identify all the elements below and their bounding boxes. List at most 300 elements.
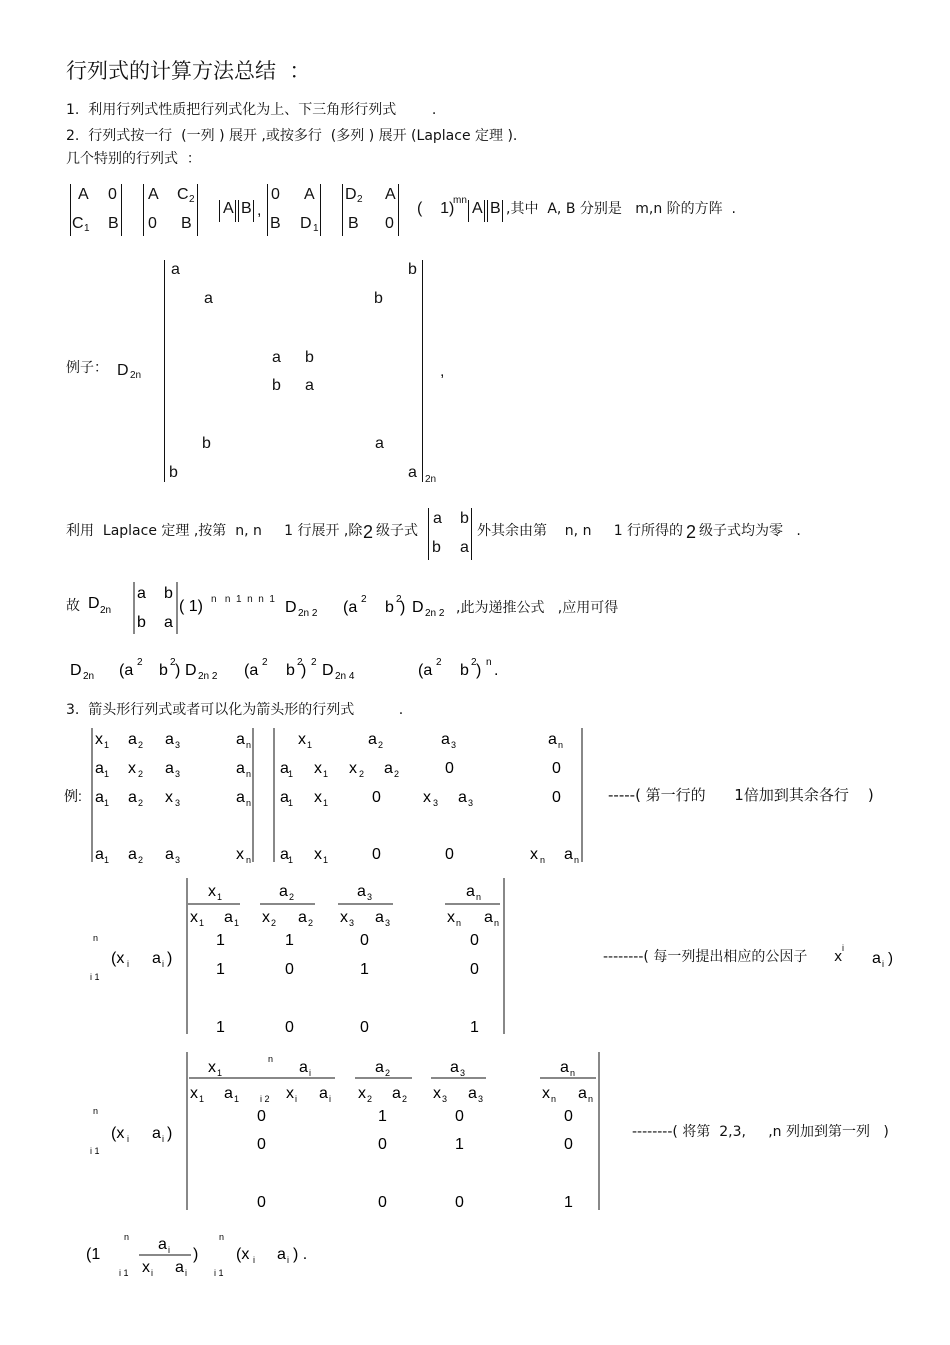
svg-text:n: n [456, 918, 462, 928]
svg-text:a: a [164, 614, 173, 631]
svg-text:0: 0 [257, 1194, 266, 1211]
svg-text:x: x [165, 789, 173, 806]
size-subscript: 2n [425, 474, 437, 485]
formula-lhs [84, 580, 284, 640]
svg-text:b: b [137, 614, 146, 631]
matrix-entry: 0 [271, 186, 280, 203]
order-two: 2 [686, 522, 697, 542]
svg-text:n: n [486, 657, 492, 668]
svg-text:): ) [888, 950, 893, 967]
matrix-entry: A [148, 186, 159, 203]
svg-text:a: a [158, 1236, 167, 1253]
matrix-entry: 0 [108, 186, 117, 203]
svg-text:2: 2 [297, 657, 303, 668]
svg-text:2: 2 [262, 657, 268, 668]
svg-text:n: n [268, 1054, 274, 1064]
svg-text:1: 1 [217, 892, 223, 902]
svg-text:a: a [560, 1059, 569, 1076]
svg-text:a: a [95, 760, 104, 777]
arrow-example-3 [88, 1050, 608, 1220]
svg-text:2: 2 [271, 918, 277, 928]
svg-text:0: 0 [445, 846, 454, 863]
svg-text:i 2: i 2 [260, 1094, 270, 1104]
svg-text:2n: 2n [100, 605, 112, 616]
svg-text:x: x [542, 1085, 550, 1102]
svg-text:a: a [236, 789, 245, 806]
svg-text:n: n [246, 740, 252, 750]
svg-text:n: n [540, 855, 546, 865]
svg-text:2: 2 [396, 594, 402, 605]
entry-a: a [272, 349, 281, 366]
formula-rhs [285, 590, 465, 630]
svg-text:x: x [447, 909, 455, 926]
laplace-text-2: 级子式 [376, 523, 418, 539]
svg-text:1: 1 [104, 798, 110, 808]
svg-text:1: 1 [323, 798, 329, 808]
step-note-2: --------( 每一列提出相应的公因子 x [603, 949, 843, 965]
svg-text:x: x [314, 846, 322, 863]
svg-text:a: a [450, 1059, 459, 1076]
entry-a: a [375, 435, 384, 452]
svg-text:D: D [185, 662, 197, 679]
svg-text:a: a [128, 731, 137, 748]
svg-text:a: a [279, 883, 288, 900]
entry-b: b [374, 290, 383, 307]
svg-text:x: x [128, 760, 136, 777]
svg-text:D: D [285, 599, 297, 616]
svg-text:b: b [164, 585, 173, 602]
svg-text:3: 3 [175, 855, 181, 865]
svg-text:0: 0 [378, 1136, 387, 1153]
svg-text:i: i [162, 1134, 164, 1144]
svg-text:1: 1 [234, 1094, 240, 1104]
svg-text:0: 0 [360, 932, 369, 949]
svg-text:a: a [357, 883, 366, 900]
svg-text:2: 2 [367, 1094, 373, 1104]
svg-text:a: a [468, 1085, 477, 1102]
svg-text:n: n [588, 1094, 594, 1104]
svg-text:2n 2: 2n 2 [425, 608, 445, 619]
step-note-2-tail [842, 943, 902, 970]
matrix-entry: A [385, 186, 396, 203]
svg-text:i: i [882, 959, 884, 969]
svg-text:例:: 例: [64, 788, 82, 804]
svg-text:): ) [476, 662, 482, 679]
entry-a: a [305, 377, 314, 394]
entry-b: b [305, 349, 314, 366]
matrix-entry: B [108, 215, 119, 232]
svg-text:(a: (a [343, 599, 358, 616]
matrix-entry: D [300, 215, 312, 232]
svg-text:(x: (x [236, 1246, 250, 1263]
svg-text:1: 1 [288, 769, 294, 779]
svg-text:0: 0 [372, 846, 381, 863]
svg-text:): ) [301, 662, 307, 679]
svg-text:1: 1 [216, 961, 225, 978]
svg-text:x: x [349, 760, 357, 777]
svg-text:1: 1 [564, 1194, 573, 1211]
svg-text:a: a [152, 950, 161, 967]
svg-text:x: x [298, 731, 306, 748]
svg-text:a: a [392, 1085, 401, 1102]
svg-text:x: x [262, 909, 270, 926]
svg-text:x: x [208, 883, 216, 900]
svg-text:0: 0 [378, 1194, 387, 1211]
matrix-subscript: 2 [189, 194, 195, 205]
det-b: B [490, 200, 501, 217]
svg-text:3: 3 [367, 892, 373, 902]
svg-text:x: x [314, 760, 322, 777]
matrix-entry: 0 [148, 215, 157, 232]
special-tail: ,其中 A, B 分别是 m,n 阶的方阵 . [506, 201, 736, 217]
svg-text:a: a [137, 585, 146, 602]
svg-text:0: 0 [455, 1108, 464, 1125]
svg-text:n: n [551, 1094, 557, 1104]
svg-text:i: i [127, 1134, 129, 1144]
svg-text:3: 3 [175, 798, 181, 808]
svg-text:n: n [476, 892, 482, 902]
svg-text:) .: ) . [293, 1246, 308, 1263]
exponent: mn [453, 195, 467, 206]
svg-text:a: a [152, 1125, 161, 1142]
entry-b: b [460, 510, 469, 527]
therefore-label: 故 [66, 598, 80, 614]
svg-text:i: i [151, 1268, 153, 1278]
svg-text:3: 3 [478, 1094, 484, 1104]
svg-text:i 1: i 1 [214, 1268, 224, 1278]
svg-text:a: a [375, 909, 384, 926]
svg-text:a: a [224, 909, 233, 926]
svg-text:i: i [295, 1094, 297, 1104]
svg-text:n: n [246, 855, 252, 865]
svg-text:0: 0 [285, 1019, 294, 1036]
svg-text:0: 0 [372, 789, 381, 806]
svg-text:i: i [309, 1068, 311, 1078]
matrix-entry: A [78, 186, 89, 203]
svg-text:1: 1 [323, 855, 329, 865]
svg-text:a: a [165, 846, 174, 863]
d-subscript: 2n [130, 370, 142, 381]
svg-text:2: 2 [436, 657, 442, 668]
matrix-subscript: 2 [357, 194, 363, 205]
svg-text:0: 0 [360, 1019, 369, 1036]
svg-text:(a: (a [418, 662, 433, 679]
matrix-entry: D [345, 186, 357, 203]
svg-text:(a: (a [244, 662, 259, 679]
svg-text:n: n [219, 1232, 225, 1242]
svg-text:0: 0 [257, 1108, 266, 1125]
svg-text:0: 0 [285, 961, 294, 978]
svg-text:2: 2 [311, 657, 317, 668]
svg-text:a: a [466, 883, 475, 900]
svg-text:x: x [208, 1059, 216, 1076]
svg-text:0: 0 [470, 932, 479, 949]
svg-text:3: 3 [468, 798, 474, 808]
laplace-text-4: 级子式均为零 . [699, 523, 801, 539]
svg-text:i 1: i 1 [90, 1146, 100, 1156]
final-result [86, 1232, 346, 1282]
svg-text:1: 1 [104, 769, 110, 779]
svg-text:i 1: i 1 [119, 1268, 129, 1278]
svg-text:(x: (x [111, 1125, 125, 1142]
arrow-example-1 [62, 726, 662, 866]
svg-text:a: a [375, 1059, 384, 1076]
svg-text:a: a [280, 846, 289, 863]
svg-text:1: 1 [104, 740, 110, 750]
svg-text:1: 1 [104, 855, 110, 865]
svg-text:x: x [190, 1085, 198, 1102]
laplace-text-3: 外其余由第 n, n 1 行所得的 [477, 523, 684, 539]
entry-b: b [169, 464, 178, 481]
svg-text:n: n [93, 933, 99, 943]
svg-text:0: 0 [564, 1136, 573, 1153]
page-title: 行列式的计算方法总结 ： [66, 59, 311, 83]
step-note-3: --------( 将第 2,3, ,n 列加到第一列 ) [632, 1124, 889, 1140]
svg-text:0: 0 [552, 760, 561, 777]
item-3: 3. 箭头形行列式或者可以化为箭头形的行列式 . [66, 702, 404, 718]
svg-text:i: i [162, 959, 164, 969]
svg-text:1: 1 [199, 918, 205, 928]
svg-text:( 1): ( 1) [179, 598, 203, 615]
matrix-entry: 0 [385, 215, 394, 232]
svg-text:x: x [423, 789, 431, 806]
matrix-subscript: 1 [84, 223, 90, 234]
svg-text:i: i [127, 959, 129, 969]
svg-text:2: 2 [138, 740, 144, 750]
svg-text:): ) [193, 1246, 199, 1263]
svg-text:0: 0 [552, 789, 561, 806]
svg-text:n: n [246, 798, 252, 808]
svg-text:2: 2 [361, 594, 367, 605]
svg-text:2: 2 [359, 769, 365, 779]
svg-text:(x: (x [111, 950, 125, 967]
svg-text:2: 2 [378, 740, 384, 750]
svg-text:2: 2 [385, 1068, 391, 1078]
svg-text:3: 3 [433, 798, 439, 808]
svg-text:x: x [142, 1259, 150, 1276]
svg-text:3: 3 [349, 918, 355, 928]
svg-text:i: i [842, 943, 844, 953]
svg-text:1: 1 [285, 932, 294, 949]
svg-text:i: i [287, 1255, 289, 1265]
svg-text:2: 2 [138, 798, 144, 808]
svg-text:i: i [185, 1268, 187, 1278]
svg-text:1: 1 [234, 918, 240, 928]
svg-text:): ) [175, 662, 181, 679]
entry-a: a [171, 261, 180, 278]
svg-text:a: a [578, 1085, 587, 1102]
svg-text:0: 0 [445, 760, 454, 777]
order-two: 2 [363, 522, 374, 542]
svg-text:1: 1 [216, 1019, 225, 1036]
svg-text:3: 3 [175, 740, 181, 750]
svg-text:a: a [128, 789, 137, 806]
svg-text:x: x [190, 909, 198, 926]
item-special-heading: 几个特别的行列式 ： [66, 151, 201, 167]
svg-text:x: x [314, 789, 322, 806]
svg-text:a: a [319, 1085, 328, 1102]
matrix-entry: C [72, 215, 84, 232]
svg-text:2: 2 [137, 657, 143, 668]
svg-text:3: 3 [460, 1068, 466, 1078]
item-1: 1. 利用行列式性质把行列式化为上、下三角形行列式 . [66, 102, 437, 118]
entry-a: a [408, 464, 417, 481]
det-b: B [241, 200, 252, 217]
svg-text:2: 2 [170, 657, 176, 668]
svg-text:a: a [236, 760, 245, 777]
svg-text:a: a [236, 731, 245, 748]
sign-factor: ( 1) [417, 200, 455, 217]
svg-text:a: a [224, 1085, 233, 1102]
svg-text:): ) [167, 950, 173, 967]
entry-b: b [408, 261, 417, 278]
comma: , [257, 202, 262, 219]
svg-text:a: a [277, 1246, 286, 1263]
svg-text:a: a [280, 789, 289, 806]
matrix-entry: A [304, 186, 315, 203]
entry-b: b [202, 435, 211, 452]
svg-text:a: a [128, 846, 137, 863]
svg-text:i: i [253, 1255, 255, 1265]
svg-text:.: . [494, 662, 499, 679]
det-a: A [472, 200, 483, 217]
svg-text:1: 1 [360, 961, 369, 978]
matrix-entry: B [348, 215, 359, 232]
svg-text:n: n [574, 855, 580, 865]
svg-text:2: 2 [289, 892, 295, 902]
d-symbol: D [117, 362, 129, 379]
sign-exponent: n n 1 n n 1 [211, 594, 275, 605]
svg-text:n: n [93, 1106, 99, 1116]
svg-text:2: 2 [394, 769, 400, 779]
svg-text:a: a [165, 760, 174, 777]
svg-text:0: 0 [257, 1136, 266, 1153]
svg-text:x: x [433, 1085, 441, 1102]
svg-text:D: D [412, 599, 424, 616]
svg-text:1: 1 [288, 798, 294, 808]
entry-a: a [433, 510, 442, 527]
entry-a: a [460, 539, 469, 556]
svg-text:): ) [400, 599, 406, 616]
svg-text:b: b [286, 662, 295, 679]
svg-text:(1: (1 [86, 1246, 101, 1263]
svg-text:a: a [298, 909, 307, 926]
svg-text:2n 4: 2n 4 [335, 671, 355, 682]
svg-text:a: a [484, 909, 493, 926]
svg-text:3: 3 [385, 918, 391, 928]
svg-text:i: i [329, 1094, 331, 1104]
entry-b: b [432, 539, 441, 556]
svg-text:1: 1 [470, 1019, 479, 1036]
svg-text:n: n [494, 918, 500, 928]
svg-text:2: 2 [308, 918, 314, 928]
svg-text:): ) [167, 1125, 173, 1142]
svg-text:1: 1 [216, 932, 225, 949]
svg-text:x: x [340, 909, 348, 926]
svg-text:0: 0 [470, 961, 479, 978]
svg-text:n: n [570, 1068, 576, 1078]
svg-text:2n 2: 2n 2 [298, 608, 318, 619]
laplace-text-1: 利用 Laplace 定理 ,按第 n, n 1 行展开 ,除 [66, 523, 363, 539]
matrix-entry: C [177, 186, 189, 203]
svg-text:a: a [175, 1259, 184, 1276]
svg-text:b: b [385, 599, 394, 616]
svg-text:x: x [358, 1085, 366, 1102]
svg-text:a: a [95, 846, 104, 863]
svg-text:a: a [564, 846, 573, 863]
matrix-entry: B [270, 215, 281, 232]
svg-text:(a: (a [119, 662, 134, 679]
example-label: 例子： [66, 360, 108, 376]
svg-text:3: 3 [175, 769, 181, 779]
svg-text:a: a [872, 950, 881, 967]
svg-text:a: a [384, 760, 393, 777]
svg-text:3: 3 [442, 1094, 448, 1104]
svg-text:1: 1 [307, 740, 313, 750]
svg-text:3: 3 [451, 740, 457, 750]
svg-text:a: a [280, 760, 289, 777]
svg-text:x: x [530, 846, 538, 863]
svg-text:b: b [460, 662, 469, 679]
svg-text:D: D [322, 662, 334, 679]
entry-b: b [272, 377, 281, 394]
svg-text:n: n [246, 769, 252, 779]
svg-text:n: n [558, 740, 564, 750]
svg-text:D: D [88, 595, 100, 612]
comma: , [440, 363, 445, 380]
svg-text:D: D [70, 662, 82, 679]
svg-text:2: 2 [471, 657, 477, 668]
svg-text:a: a [441, 731, 450, 748]
svg-text:i: i [168, 1245, 170, 1255]
svg-text:a: a [458, 789, 467, 806]
svg-text:1: 1 [378, 1108, 387, 1125]
svg-text:x: x [236, 846, 244, 863]
matrix-entry: B [181, 215, 192, 232]
step-note-1: -----( 第一行的 1倍加到其余各行 ) [608, 786, 874, 804]
svg-text:1: 1 [455, 1136, 464, 1153]
svg-text:a: a [299, 1059, 308, 1076]
svg-text:x: x [286, 1085, 294, 1102]
svg-text:1: 1 [199, 1094, 205, 1104]
matrix-subscript: 1 [313, 223, 319, 234]
svg-text:a: a [165, 731, 174, 748]
svg-text:2n 2: 2n 2 [198, 671, 218, 682]
svg-text:i 1: i 1 [90, 972, 100, 982]
expansion-line [68, 652, 528, 692]
svg-text:1: 1 [288, 855, 294, 865]
svg-text:a: a [548, 731, 557, 748]
svg-text:n: n [124, 1232, 130, 1242]
svg-text:2: 2 [402, 1094, 408, 1104]
recursion-tail: ,此为递推公式 ,应用可得 [456, 600, 619, 616]
svg-text:0: 0 [455, 1194, 464, 1211]
svg-text:x: x [95, 731, 103, 748]
svg-text:a: a [95, 789, 104, 806]
svg-text:1: 1 [217, 1068, 223, 1078]
arrow-example-2 [88, 876, 508, 1036]
svg-text:1: 1 [323, 769, 329, 779]
svg-text:a: a [368, 731, 377, 748]
item-2: 2. 行列式按一行 (一列 ) 展开 ,或按多行 (多列 ) 展开 (Laplace 定理 ). [66, 128, 518, 144]
svg-text:0: 0 [564, 1108, 573, 1125]
det-a: A [223, 200, 234, 217]
svg-text:2: 2 [138, 769, 144, 779]
svg-text:2n: 2n [83, 671, 95, 682]
entry-a: a [204, 290, 213, 307]
svg-text:b: b [159, 662, 168, 679]
svg-text:2: 2 [138, 855, 144, 865]
